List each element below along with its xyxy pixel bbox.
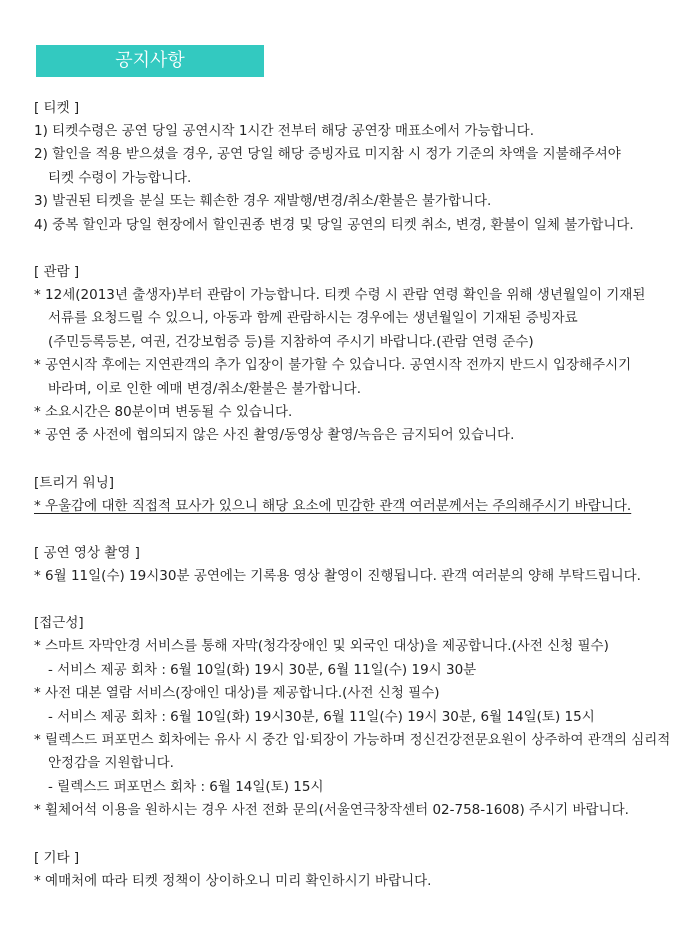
notice-line: 4) 중복 할인과 당일 현장에서 할인권종 변경 및 당일 공연의 티켓 취소, 변경, 환불이 일체 불가합니다. xyxy=(34,216,634,233)
notice-line: 서류를 요청드릴 수 있으니, 아동과 함께 관람하시는 경우에는 생년월일이 기재된 증빙자료 xyxy=(48,310,578,327)
notice-line: * 소요시간은 80분이며 변동될 수 있습니다. xyxy=(34,403,293,420)
notice-line: - 서비스 제공 회차 : 6월 10일(화) 19시 30분, 6월 11일(수) 19시 30분 xyxy=(48,661,477,678)
notice-content xyxy=(34,96,684,916)
notice-line: 1) 티켓수령은 공연 당일 공연시작 1시간 전부터 해당 공연장 매표소에서 가능합니다. xyxy=(34,123,535,139)
notice-line: * 공연 중 사전에 협의되지 않은 사진 촬영/동영상 촬영/녹음은 금지되어 있습니다. xyxy=(34,427,515,444)
notice-line: * 예매처에 따라 티켓 정책이 상이하오니 미리 확인하시기 바랍니다. xyxy=(34,872,432,889)
section-accessibility xyxy=(34,611,684,822)
notice-line: * 사전 대본 열람 서비스(장애인 대상)를 제공합니다.(사전 신청 필수) xyxy=(34,685,440,702)
page-title: 공지사항 xyxy=(36,45,264,77)
section-heading: [접근성] xyxy=(34,615,84,632)
notice-line: 3) 발권된 티켓을 분실 또는 훼손한 경우 재발행/변경/취소/환불은 불가합니다. xyxy=(34,193,492,210)
section-etc xyxy=(34,846,684,893)
section-heading: [ 관람 ] xyxy=(34,263,80,280)
notice-line: * 릴렉스드 퍼포먼스 회차에는 유사 시 중간 입·퇴장이 가능하며 정신건강전문요원이 상주하여 관객의 심리적 xyxy=(34,732,671,749)
section-heading: [ 티켓 ] xyxy=(34,100,80,116)
section-trigger-warning xyxy=(34,471,684,518)
notice-line: 티켓 수령이 가능합니다. xyxy=(48,169,192,186)
notice-line: * 우울감에 대한 직접적 묘사가 있으니 해당 요소에 민감한 관객 여러분께서는 주의해주시기 바랍니다. xyxy=(34,497,632,514)
notice-line: * 휠체어석 이용을 원하시는 경우 사전 전화 문의(서울연극창작센터 02-758-1608) 주시기 바랍니다. xyxy=(34,802,629,819)
notice-line: 2) 할인을 적용 받으셨을 경우, 공연 당일 해당 증빙자료 미지참 시 정가 기준의 차액을 지불해주셔야 xyxy=(34,146,621,163)
notice-line: - 서비스 제공 회차 : 6월 10일(화) 19시30분, 6월 11일(수) 19시 30분, 6월 14일(토) 15시 xyxy=(48,708,595,725)
section-viewing xyxy=(34,260,684,448)
section-video-recording xyxy=(34,541,684,588)
notice-line: * 공연시작 후에는 지연관객의 추가 입장이 불가할 수 있습니다. 공연시작 전까지 반드시 입장해주시기 xyxy=(34,357,632,374)
notice-line: 안정감을 지원합니다. xyxy=(48,755,174,772)
notice-line: 바라며, 이로 인한 예매 변경/취소/환불은 불가합니다. xyxy=(48,380,361,397)
section-heading: [ 공연 영상 촬영 ] xyxy=(34,545,140,562)
section-heading: [트리거 워닝] xyxy=(34,474,115,491)
notice-line: (주민등록등본, 여권, 건강보험증 등)를 지참하여 주시기 바랍니다.(관람 연령 준수) xyxy=(48,333,534,350)
notice-line: * 스마트 자막안경 서비스를 통해 자막(청각장애인 및 외국인 대상)을 제공합니다.(사전 신청 필수) xyxy=(34,638,609,655)
section-ticket xyxy=(34,96,684,237)
notice-line: * 6월 11일(수) 19시30분 공연에는 기록용 영상 촬영이 진행됩니다. 관객 여러분의 양해 부탁드립니다. xyxy=(34,568,641,585)
section-heading: [ 기타 ] xyxy=(34,849,80,866)
notice-line: * 12세(2013년 출생자)부터 관람이 가능합니다. 티켓 수령 시 관람 연령 확인을 위해 생년월일이 기재된 xyxy=(34,286,646,303)
notice-line: - 릴렉스드 퍼포먼스 회차 : 6월 14일(토) 15시 xyxy=(48,778,324,795)
